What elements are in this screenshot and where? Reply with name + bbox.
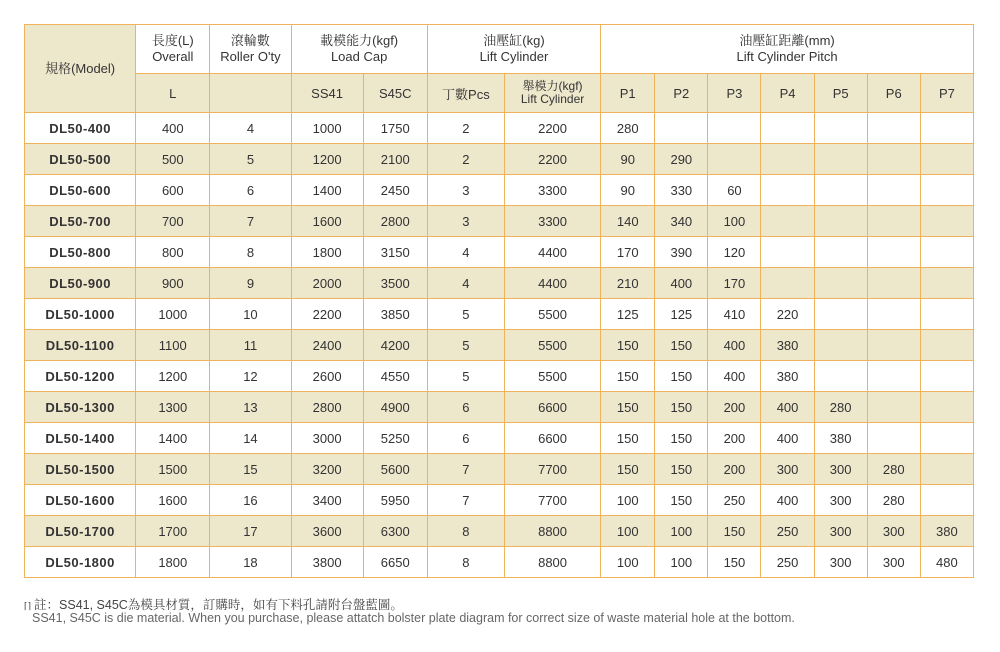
cell-p6	[867, 392, 920, 423]
cell-p1: 150	[601, 392, 655, 423]
cell-pcs: 5	[427, 361, 504, 392]
cell-s45c: 4900	[363, 392, 427, 423]
cell-ss41: 3400	[291, 485, 363, 516]
cell-p5: 300	[814, 485, 867, 516]
cell-p7	[920, 206, 973, 237]
note-arrow-icon: ⌈⌉	[24, 601, 32, 611]
table-row	[25, 454, 974, 485]
cell-length: 600	[136, 175, 210, 206]
cell-lift-force: 7700	[504, 485, 600, 516]
cell-p4: 400	[761, 423, 814, 454]
cell-ss41: 2200	[291, 299, 363, 330]
header-lift-cylinder	[427, 25, 600, 74]
cell-s45c: 5950	[363, 485, 427, 516]
cell-lift-force: 5500	[504, 299, 600, 330]
header-row-1	[25, 25, 974, 74]
cell-ss41: 2800	[291, 392, 363, 423]
cell-p1: 210	[601, 268, 655, 299]
cell-p7	[920, 175, 973, 206]
cell-length: 1500	[136, 454, 210, 485]
header-roller-en: Roller O'ty	[220, 49, 281, 64]
cell-p4	[761, 113, 814, 144]
cell-rollers: 16	[210, 485, 291, 516]
table-row	[25, 175, 974, 206]
cell-p1: 280	[601, 113, 655, 144]
cell-pcs: 7	[427, 454, 504, 485]
cell-p3: 200	[708, 454, 761, 485]
cell-p6: 280	[867, 485, 920, 516]
cell-s45c: 2100	[363, 144, 427, 175]
cell-p7	[920, 144, 973, 175]
table-row	[25, 392, 974, 423]
cell-p2: 125	[655, 299, 708, 330]
cell-pcs: 6	[427, 423, 504, 454]
cell-p2: 150	[655, 485, 708, 516]
header-loadcap	[291, 25, 427, 74]
cell-lift-force: 6600	[504, 423, 600, 454]
header-p2: P2	[655, 74, 708, 113]
cell-ss41: 1200	[291, 144, 363, 175]
cell-length: 500	[136, 144, 210, 175]
cell-pcs: 8	[427, 547, 504, 578]
cell-ss41: 3600	[291, 516, 363, 547]
cell-pcs: 5	[427, 330, 504, 361]
header-pitch	[601, 25, 974, 74]
cell-p6	[867, 206, 920, 237]
cell-p4: 220	[761, 299, 814, 330]
cell-p3: 200	[708, 423, 761, 454]
cell-length: 1400	[136, 423, 210, 454]
cell-lift-force: 7700	[504, 454, 600, 485]
cell-p5	[814, 268, 867, 299]
header-lift-force-zh: 舉模力(kgf)	[522, 79, 583, 93]
cell-p2: 150	[655, 423, 708, 454]
cell-p5	[814, 113, 867, 144]
cell-s45c: 4200	[363, 330, 427, 361]
cell-rollers: 8	[210, 237, 291, 268]
cell-rollers: 12	[210, 361, 291, 392]
cell-p1: 170	[601, 237, 655, 268]
cell-p3: 400	[708, 361, 761, 392]
header-s45c: S45C	[363, 74, 427, 113]
cell-pcs: 2	[427, 144, 504, 175]
cell-p7	[920, 299, 973, 330]
header-p7: P7	[920, 74, 973, 113]
cell-rollers: 13	[210, 392, 291, 423]
note-english: SS41, S45C is die material. When you purchase, please attatch bolster plate diagram for correct size of waste material hole at the bottom.	[32, 611, 795, 625]
cell-p5	[814, 144, 867, 175]
header-pcs: 丁數Pcs	[427, 74, 504, 113]
cell-lift-force: 8800	[504, 516, 600, 547]
cell-p6	[867, 175, 920, 206]
cell-rollers: 14	[210, 423, 291, 454]
table-row	[25, 206, 974, 237]
cell-p1: 90	[601, 144, 655, 175]
cell-model: DL50-500	[25, 144, 136, 175]
cell-s45c: 6650	[363, 547, 427, 578]
cell-p1: 100	[601, 485, 655, 516]
cell-p7	[920, 454, 973, 485]
cell-model: DL50-1500	[25, 454, 136, 485]
cell-p5: 280	[814, 392, 867, 423]
cell-p6	[867, 423, 920, 454]
cell-p3: 170	[708, 268, 761, 299]
cell-p3: 200	[708, 392, 761, 423]
cell-s45c: 5250	[363, 423, 427, 454]
cell-s45c: 6300	[363, 516, 427, 547]
header-roller	[210, 25, 291, 74]
cell-p3: 250	[708, 485, 761, 516]
table-row	[25, 299, 974, 330]
cell-p3: 150	[708, 547, 761, 578]
cell-p1: 150	[601, 423, 655, 454]
cell-p2: 400	[655, 268, 708, 299]
cell-p6: 280	[867, 454, 920, 485]
header-p3: P3	[708, 74, 761, 113]
cell-p1: 150	[601, 330, 655, 361]
cell-p6	[867, 268, 920, 299]
header-p1: P1	[601, 74, 655, 113]
cell-p4: 400	[761, 485, 814, 516]
cell-p1: 100	[601, 547, 655, 578]
cell-p7: 480	[920, 547, 973, 578]
header-lift-zh: 油壓缸(kg)	[483, 33, 545, 48]
cell-p7	[920, 392, 973, 423]
cell-pcs: 3	[427, 175, 504, 206]
table-row	[25, 423, 974, 454]
cell-p2: 150	[655, 330, 708, 361]
cell-p7	[920, 113, 973, 144]
cell-length: 800	[136, 237, 210, 268]
cell-p2: 150	[655, 392, 708, 423]
cell-p1: 150	[601, 361, 655, 392]
note-chinese-text: 註：SS41, S45C為模具材質，訂購時，如有下料孔請附台盤藍圖。	[34, 598, 403, 612]
cell-p3: 100	[708, 206, 761, 237]
cell-p5: 300	[814, 547, 867, 578]
cell-lift-force: 4400	[504, 237, 600, 268]
spec-table	[24, 24, 974, 578]
cell-rollers: 5	[210, 144, 291, 175]
cell-lift-force: 3300	[504, 206, 600, 237]
table-row	[25, 485, 974, 516]
header-p5: P5	[814, 74, 867, 113]
header-lift-force	[504, 74, 600, 113]
cell-length: 1800	[136, 547, 210, 578]
table-row	[25, 547, 974, 578]
cell-lift-force: 2200	[504, 113, 600, 144]
cell-p6: 300	[867, 516, 920, 547]
cell-p1: 125	[601, 299, 655, 330]
cell-p2: 290	[655, 144, 708, 175]
cell-length: 1000	[136, 299, 210, 330]
cell-length: 1300	[136, 392, 210, 423]
cell-model: DL50-900	[25, 268, 136, 299]
cell-ss41: 2600	[291, 361, 363, 392]
cell-lift-force: 5500	[504, 330, 600, 361]
cell-p3	[708, 144, 761, 175]
cell-model: DL50-400	[25, 113, 136, 144]
cell-p4: 250	[761, 547, 814, 578]
cell-p7	[920, 361, 973, 392]
cell-p1: 100	[601, 516, 655, 547]
cell-p5: 380	[814, 423, 867, 454]
cell-p5	[814, 361, 867, 392]
cell-p5: 300	[814, 454, 867, 485]
cell-ss41: 1400	[291, 175, 363, 206]
cell-s45c: 2450	[363, 175, 427, 206]
cell-s45c: 2800	[363, 206, 427, 237]
cell-p7	[920, 423, 973, 454]
cell-p7	[920, 237, 973, 268]
cell-p3: 120	[708, 237, 761, 268]
cell-lift-force: 6600	[504, 392, 600, 423]
cell-rollers: 11	[210, 330, 291, 361]
table-row	[25, 144, 974, 175]
cell-p7	[920, 330, 973, 361]
cell-p2: 150	[655, 454, 708, 485]
cell-p4	[761, 175, 814, 206]
cell-length: 1700	[136, 516, 210, 547]
cell-p7: 380	[920, 516, 973, 547]
cell-p5	[814, 299, 867, 330]
header-p4: P4	[761, 74, 814, 113]
cell-pcs: 7	[427, 485, 504, 516]
cell-rollers: 10	[210, 299, 291, 330]
cell-pcs: 8	[427, 516, 504, 547]
table-row	[25, 113, 974, 144]
cell-p2: 150	[655, 361, 708, 392]
cell-s45c: 3150	[363, 237, 427, 268]
cell-rollers: 7	[210, 206, 291, 237]
cell-ss41: 2000	[291, 268, 363, 299]
cell-ss41: 1000	[291, 113, 363, 144]
cell-ss41: 1600	[291, 206, 363, 237]
header-pitch-zh: 油壓缸距離(mm)	[739, 33, 835, 48]
cell-p3: 150	[708, 516, 761, 547]
cell-p2	[655, 113, 708, 144]
cell-model: DL50-1300	[25, 392, 136, 423]
cell-length: 1100	[136, 330, 210, 361]
cell-model: DL50-1700	[25, 516, 136, 547]
table-body	[25, 113, 974, 578]
cell-p5	[814, 206, 867, 237]
cell-p2: 330	[655, 175, 708, 206]
cell-pcs: 6	[427, 392, 504, 423]
cell-model: DL50-1600	[25, 485, 136, 516]
cell-p4: 400	[761, 392, 814, 423]
header-p6: P6	[867, 74, 920, 113]
cell-pcs: 3	[427, 206, 504, 237]
cell-p6	[867, 144, 920, 175]
cell-rollers: 9	[210, 268, 291, 299]
cell-ss41: 3800	[291, 547, 363, 578]
cell-p5: 300	[814, 516, 867, 547]
cell-p6	[867, 330, 920, 361]
cell-model: DL50-1000	[25, 299, 136, 330]
header-ss41: SS41	[291, 74, 363, 113]
cell-pcs: 4	[427, 237, 504, 268]
cell-length: 1600	[136, 485, 210, 516]
table-row	[25, 268, 974, 299]
header-pitch-en: Lift Cylinder Pitch	[736, 49, 838, 64]
cell-lift-force: 5500	[504, 361, 600, 392]
cell-p4: 380	[761, 330, 814, 361]
cell-p5	[814, 237, 867, 268]
cell-p6	[867, 299, 920, 330]
cell-lift-force: 2200	[504, 144, 600, 175]
table-row	[25, 361, 974, 392]
cell-p4: 380	[761, 361, 814, 392]
cell-p4	[761, 206, 814, 237]
cell-p1: 90	[601, 175, 655, 206]
cell-p4	[761, 268, 814, 299]
cell-model: DL50-1800	[25, 547, 136, 578]
header-loadcap-en: Load Cap	[330, 49, 388, 64]
cell-rollers: 18	[210, 547, 291, 578]
cell-p2: 100	[655, 516, 708, 547]
cell-p1: 140	[601, 206, 655, 237]
cell-p3	[708, 113, 761, 144]
cell-rollers: 15	[210, 454, 291, 485]
cell-p3: 60	[708, 175, 761, 206]
cell-ss41: 3000	[291, 423, 363, 454]
header-l: L	[136, 74, 210, 113]
cell-p2: 390	[655, 237, 708, 268]
header-lift-force-en: Lift Cylinder	[520, 92, 585, 106]
header-loadcap-zh: 載模能力(kgf)	[320, 33, 399, 48]
cell-pcs: 4	[427, 268, 504, 299]
cell-p7	[920, 268, 973, 299]
cell-s45c: 5600	[363, 454, 427, 485]
cell-s45c: 1750	[363, 113, 427, 144]
cell-p1: 150	[601, 454, 655, 485]
cell-length: 1200	[136, 361, 210, 392]
table-row	[25, 237, 974, 268]
cell-length: 900	[136, 268, 210, 299]
header-roller-zh: 滾輪數	[230, 33, 270, 48]
table-row	[25, 330, 974, 361]
cell-p7	[920, 485, 973, 516]
header-lift-en: Lift Cylinder	[479, 49, 549, 64]
header-overall-zh: 長度(L)	[151, 33, 194, 48]
cell-pcs: 2	[427, 113, 504, 144]
cell-p2: 340	[655, 206, 708, 237]
cell-p5	[814, 175, 867, 206]
cell-ss41: 1800	[291, 237, 363, 268]
cell-p6: 300	[867, 547, 920, 578]
cell-p4: 250	[761, 516, 814, 547]
cell-model: DL50-1400	[25, 423, 136, 454]
cell-model: DL50-600	[25, 175, 136, 206]
cell-model: DL50-800	[25, 237, 136, 268]
table-row	[25, 516, 974, 547]
cell-lift-force: 4400	[504, 268, 600, 299]
header-roller-blank	[210, 74, 291, 113]
cell-p5	[814, 330, 867, 361]
cell-length: 700	[136, 206, 210, 237]
cell-s45c: 3500	[363, 268, 427, 299]
header-overall	[136, 25, 210, 74]
cell-s45c: 4550	[363, 361, 427, 392]
cell-length: 400	[136, 113, 210, 144]
cell-rollers: 4	[210, 113, 291, 144]
cell-lift-force: 8800	[504, 547, 600, 578]
cell-p4	[761, 144, 814, 175]
cell-pcs: 5	[427, 299, 504, 330]
cell-rollers: 17	[210, 516, 291, 547]
cell-p6	[867, 113, 920, 144]
cell-model: DL50-1200	[25, 361, 136, 392]
cell-ss41: 2400	[291, 330, 363, 361]
cell-ss41: 3200	[291, 454, 363, 485]
cell-rollers: 6	[210, 175, 291, 206]
header-row-2	[25, 74, 974, 113]
header-overall-en: Overall	[152, 49, 194, 64]
cell-p3: 400	[708, 330, 761, 361]
cell-model: DL50-700	[25, 206, 136, 237]
cell-p6	[867, 361, 920, 392]
cell-p3: 410	[708, 299, 761, 330]
cell-p4: 300	[761, 454, 814, 485]
header-model: 規格(Model)	[25, 25, 136, 113]
cell-lift-force: 3300	[504, 175, 600, 206]
cell-p4	[761, 237, 814, 268]
cell-s45c: 3850	[363, 299, 427, 330]
cell-p6	[867, 237, 920, 268]
cell-p2: 100	[655, 547, 708, 578]
cell-model: DL50-1100	[25, 330, 136, 361]
